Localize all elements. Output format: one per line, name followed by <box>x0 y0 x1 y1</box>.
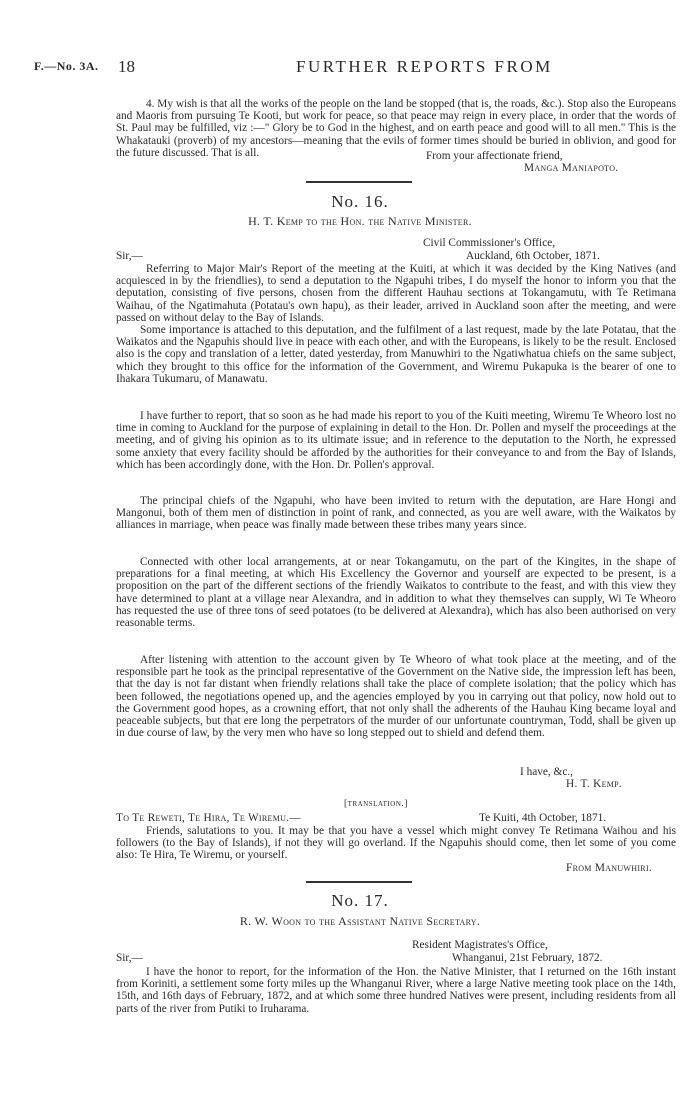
doc16-paragraph: I have further to report, that so soon as he had made his report to you of the Kuiti meeting, Wiremu Te Wheoro lost no time in coming to Auckland for the purpose of explaining in detail to the Hon. Dr. Pollen and myself the proceedings at the meeting, and of giving his opinion as to its ultimate issue; and in reference to the deputation to the North, he expressed some anxiety that every facility should be afforded by the authorities for their conveyance to and from the Bay of Islands, which has been accordingly done, with the Hon. Dr. Pollen's approval. <box>116 410 676 471</box>
letter15-closing: From your affectionate friend, <box>426 150 563 162</box>
doc16-paragraph: Some importance is attached to this deputation, and the fulfilment of a last request, made by the late Potatau, that the Waikatos and the Ngapuhis should live in peace with each other, and with the Europeans, is likely to be the result. Enclosed also is the copy and translation of a letter, dated yesterday, from Manuwhiri to the Ngatiwhatua chiefs on the same subject, which they brought to this office for the information of the Government, and Wiremu Pukapuka is the bearer of one to Ihakara Tukumaru, of Manawatu. <box>116 324 676 385</box>
doc16-paragraph: The principal chiefs of the Ngapuhi, who have been invited to return with the deputation, are Hare Hongi and Mangonui, both of them men of distinction in point of rank, and connected, as you are well aware, with the Waikatos by alliances in marriage, when peace was finally made between these tribes many years since. <box>116 495 676 532</box>
doc16-office: Civil Commissioner's Office, <box>423 237 556 249</box>
doc16-closing: I have, &c., <box>520 766 574 778</box>
doc17-office: Resident Magistrates's Office, <box>412 939 548 951</box>
page-title: FURTHER REPORTS FROM <box>296 57 553 76</box>
doc17-salutation: Sir,— <box>116 952 143 964</box>
doc16-number: No. 16. <box>331 192 389 211</box>
running-header <box>34 57 674 77</box>
section-divider <box>306 181 412 183</box>
doc16-heading: H. T. Kemp to the Hon. the Native Minister. <box>248 214 472 228</box>
document-reference: F.—No. 3A. <box>34 59 99 73</box>
translation-from: From Manuwhiri. <box>566 862 653 874</box>
translation-text: Friends, salutations to you. It may be that you have a vessel which might convey Te Retimana Waihou and his followers (to the Bay of Islands), if not they will go overland. If the Ngapuhis should come, then let some of you come also: Te Hira, Te Wiremu, or yourself. <box>116 825 676 862</box>
letter15-signature: Manga Maniapoto. <box>524 162 619 174</box>
doc16-paragraph: Connected with other local arrangements, at or near Tokangamutu, on the part of the Kingites, in the shape of preparations for a final meeting, at which His Excellency the Governor and yourself are expected to be present, is a proposition on the part of the different sections of the friendly Waikatos to contribute to the feast, and with this view they have determined to plant at a village near Alexandra, and in addition to what they themselves can supply, Wi Te Wheoro has requested the use of three tons of seed potatoes (to be delivered at Alexandra), which has also been authorised on very reasonable terms. <box>116 556 676 630</box>
doc17-place-date: Whanganui, 21st February, 1872. <box>452 952 603 964</box>
doc17-paragraph: I have the honor to report, for the information of the Hon. the Native Minister, that I returned on the 16th instant from Koriniti, a settlement some forty miles up the Whanganui River, where a large Native meeting took place on the 14th, 15th, and 16th days of February, 1872, and at which some three hundred Natives were present, including residents from all parts of the river from Putiki to Iruharama. <box>116 966 676 1015</box>
doc16-place-date: Auckland, 6th October, 1871. <box>466 250 600 262</box>
doc16-paragraph: After listening with attention to the account given by Te Wheoro of what took place at the meeting, and of the responsible part he took as the principal representative of the Government on the Native side, the impression left has been, that the day is not far distant when friendly relations shall take the place of complete isolation; that the policy which has been followed, the negotiations opened up, and the agencies employed by you in carrying out that policy, now hold out to the Government good hopes, as a crowning effort, that not only shall the adherents of the Hauhau King became loyal and peaceable subjects, but that ere long the perpetrators of the murder of our unfortunate countryman, Todd, shall be given up in due course of law, by the very men who have so long stepped out to shield and defend them. <box>116 654 676 740</box>
translation-place-date: Te Kuiti, 4th October, 1871. <box>479 812 607 824</box>
letter15-paragraph-4: 4. My wish is that all the works of the people on the land be stopped (that is, the roads, &c.). Stop also the Europeans and Maoris from pursuing Te Kooti, but work for peace, so that peace may reign in every place, in order that the words of St. Paul may be fulfilled, viz :—" Glory be to God in the highest, and on earth peace and good will to all men." This is the Whakatauki (proverb) of my ancestors—meaning that the evils of former times should be buried in oblivion, and good for the future discussed. That is all. <box>116 98 676 159</box>
doc16-signature: H. T. Kemp. <box>566 778 623 790</box>
doc17-number: No. 17. <box>331 891 389 910</box>
translation-recipients: To Te Reweti, Te Hira, Te Wiremu.— <box>116 812 301 824</box>
section-divider <box>306 881 412 883</box>
doc16-paragraph: Referring to Major Mair's Report of the meeting at the Kuiti, at which it was decided by the King Natives (and acquiesced in by the friendlies), to send a deputation to the Ngapuhi tribes, I do myself the honor to inform you that the deputation, consisting of five persons, chosen from the different Hauhau sections at Tokangamutu, with Te Retimana Waihau, of the Ngatimahuta (Potatau's own hapu), as their leader, arrived in Auckland soon after the meeting, and were passed on without delay to the Bay of Islands. <box>116 263 676 324</box>
doc16-salutation: Sir,— <box>116 250 143 262</box>
page-number: 18 <box>118 57 135 76</box>
doc17-heading: R. W. Woon to the Assistant Native Secretary. <box>239 914 481 928</box>
translation-label: [translation.] <box>344 799 408 809</box>
